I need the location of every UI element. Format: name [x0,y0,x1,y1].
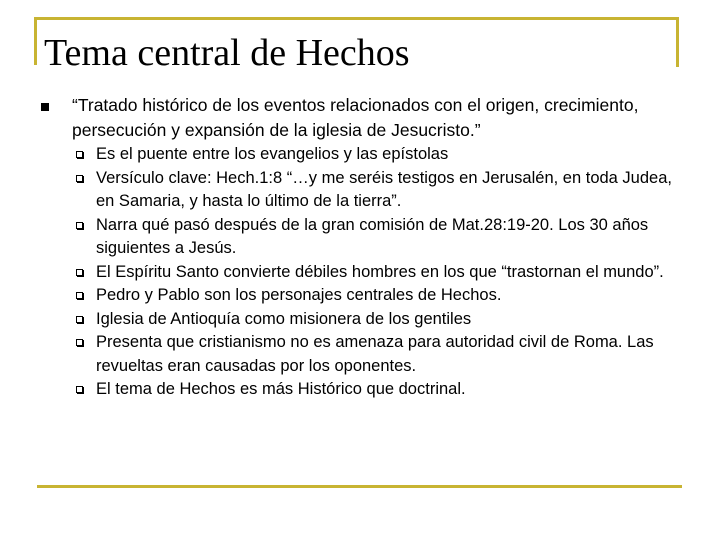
sub-bullet-item [72,378,680,402]
hollow-square-bullet-icon [76,292,83,299]
sub-bullet-text: Presenta que cristianismo no es amenaza para autoridad civil de Roma. Las revueltas eran causadas por los oponentes. [96,333,654,375]
frame-left-rule [34,17,37,65]
sub-bullet-text: Pedro y Pablo son los personajes centrales de Hechos. [96,286,502,304]
sub-bullet-item [72,331,680,378]
sub-bullet-item [72,167,680,214]
hollow-square-bullet-icon [76,151,83,158]
main-bullet-text: “Tratado histórico de los eventos relacionados con el origen, crecimiento, persecución y expansión de la iglesia de Jesucristo.” [72,95,639,140]
hollow-square-bullet-icon [76,316,83,323]
slide-title: Tema central de Hechos [44,32,410,74]
sub-bullet-text: Iglesia de Antioquía como misionera de los gentiles [96,309,472,328]
sub-bullet-item [72,308,680,332]
hollow-square-bullet-icon [76,339,83,346]
sub-bullet-text: Narra qué pasó después de la gran comisión de Mat.28:19-20. Los 30 años siguientes a Jesús. [96,215,649,257]
sub-bullet-text: El tema de Hechos es más Histórico que doctrinal. [96,380,466,398]
hollow-square-bullet-icon [76,175,83,182]
sub-bullet-text: Es el puente entre los evangelios y las epístolas [96,145,449,163]
sub-bullet-list [72,143,680,402]
sub-bullet-item [72,214,680,261]
slide-content [40,93,680,402]
hollow-square-bullet-icon [76,269,83,276]
sub-bullet-text: Versículo clave: Hech.1:8 “…y me seréis testigos en Jerusalén, en toda Judea, en Samaria, y hasta lo último de la tierra”. [96,168,672,210]
square-bullet-icon [41,103,49,111]
sub-bullet-item [72,261,680,285]
frame-right-rule [676,17,679,67]
main-bullet-item [40,93,680,402]
sub-bullet-item [72,284,680,308]
sub-bullet-text: El Espíritu Santo convierte débiles hombres en los que “trastornan el mundo”. [96,262,664,281]
hollow-square-bullet-icon [76,386,83,393]
sub-bullet-item [72,143,680,167]
hollow-square-bullet-icon [76,222,83,229]
frame-top-rule [34,17,679,20]
frame-bottom-rule [37,485,682,488]
